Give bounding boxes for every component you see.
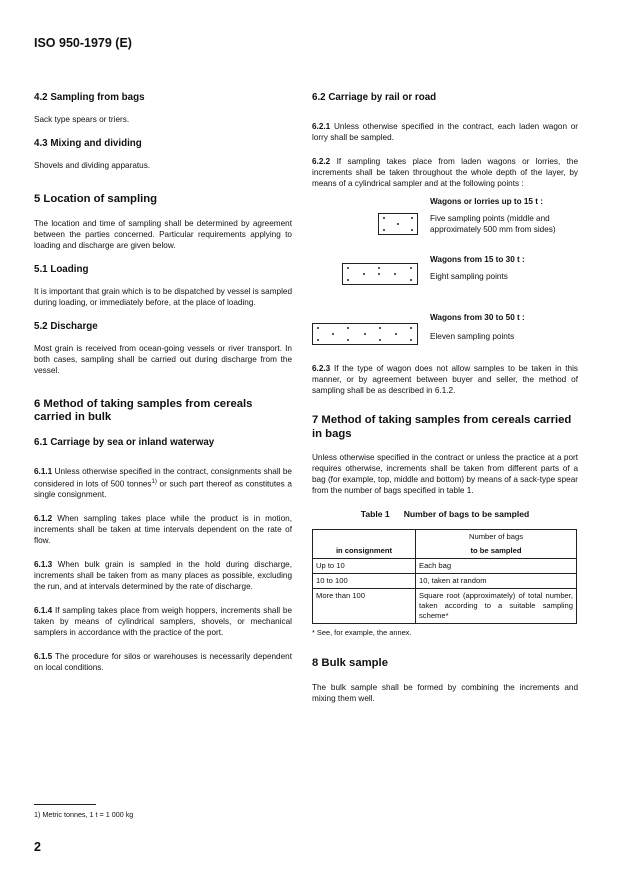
table-caption: Table 1 Number of bags to be sampled — [360, 509, 530, 520]
section-5-heading: 5 Location of sampling — [34, 193, 158, 205]
right-column — [312, 92, 578, 717]
wagon-text: Eleven sampling points — [430, 332, 515, 341]
section-4-3-heading: 4.3 Mixing and dividing — [34, 138, 142, 149]
wagon-diagram-11-points — [312, 323, 418, 345]
section-8-text: The bulk sample shall be formed by combining the increments and mixing them well. — [312, 682, 578, 703]
section-7-heading: 7 Method of taking samples from cereals carried in bags — [312, 414, 572, 440]
section-5-2-text: Most grain is received from ocean-going vessels or river transport. In both cases, sampling shall be carried out during discharge from the vessel. — [34, 343, 292, 375]
footnote-divider — [34, 804, 96, 805]
section-4-2-text: Sack type spears or triers. — [34, 115, 130, 124]
table-header-row — [313, 544, 577, 559]
section-6-2-heading: 6.2 Carriage by rail or road — [312, 92, 437, 103]
wagon-title: Wagons from 30 to 50 t : — [430, 313, 525, 322]
section-5-2-heading: 5.2 Discharge — [34, 320, 98, 332]
section-6-1-4-text: 6.1.4 If sampling takes place from weigh hoppers, increments shall be taken by means of cylindrical samplers, shovels, or mechanical samplers in accordance with the practice of the port. — [34, 606, 292, 638]
section-8-heading: 8 Bulk sample — [312, 657, 388, 670]
section-6-1-2-text: 6.1.2 When sampling takes place while the product is in motion, increments shall be taken at time intervals dependent on the rate of flow. — [34, 514, 292, 546]
section-4-3-text: Shovels and dividing apparatus. — [34, 161, 151, 170]
section-6-1-3-text: 6.1.3 When bulk grain is sampled in the hold during discharge, increments shall be taken from as many places as possible, excluding the run, and at intervals determined by the rate of discharge. — [34, 560, 292, 592]
section-6-1-heading: 6.1 Carriage by sea or inland waterway — [34, 436, 215, 448]
wagon-diagram-row — [312, 313, 578, 355]
section-4-2-heading: 4.2 Sampling from bags — [34, 92, 145, 103]
wagon-diagram-5-points — [378, 213, 418, 235]
wagon-text: Eight sampling points — [430, 272, 508, 281]
section-6-heading: 6 Method of taking samples from cereals carried in bulk — [34, 397, 253, 424]
section-6-2-3-text: 6.2.3 If the type of wagon does not allow samples to be taken in this manner, or by agreement between buyer and seller, the method of sampling shall be as described in 6.1.2. — [312, 364, 578, 395]
section-5-1-heading: 5.1 Loading — [34, 263, 89, 275]
section-6-1-1-text: 6.1.1 Unless otherwise specified in the contract, consignments shall be considered in lots of 500 tonnes$^{1)}$ or such part thereof as constitutes a single consignment. — [34, 466, 292, 500]
section-6-2-2-text: 6.2.2 If sampling takes place from laden wagons or lorries, the increments shall be taken throughout the whole depth of the layer, by means of a cylindrical sampler and at the following points : — [312, 157, 578, 188]
section-6-2-1-text: 6.2.1 Unless otherwise specified in the contract, each laden wagon or lorry shall be sampled. — [312, 122, 579, 142]
table-note: * See, for example, the annex. — [312, 628, 412, 638]
wagon-title: Wagons or lorries up to 15 t : — [430, 197, 543, 206]
table-col-header: to be sampled — [416, 544, 577, 559]
table-group-header: Number of bags — [416, 530, 577, 545]
table-row: 10 to 100 10, taken at random — [313, 574, 577, 589]
page-number: 2 — [34, 840, 41, 854]
document-header: ISO 950-1979 (E) — [34, 36, 132, 50]
section-6-1-5-text: 6.1.5 The procedure for silos or warehouses is necessarily dependent on local conditions. — [34, 652, 292, 673]
left-column — [34, 92, 292, 686]
section-5-1-text: It is important that grain which is to be dispatched by vessel is sampled during loading, or immediately before, at the place of loading. — [34, 286, 292, 307]
section-5-text: The location and time of sampling shall be determined by agreement between the parties concerned. Particular requirements applying to loading and discharge are given below. — [34, 218, 292, 250]
table-row: Up to 10 Each bag — [313, 559, 577, 574]
table-header-row — [313, 530, 577, 545]
bags-sampling-table — [312, 529, 577, 624]
wagon-title: Wagons from 15 to 30 t : — [430, 255, 525, 264]
table-row: More than 100 Square root (approximately) of total number, taken according to a suitable sampling scheme* — [313, 589, 577, 624]
footnote: 1) Metric tonnes, 1 t = 1 000 kg — [34, 810, 134, 819]
wagon-text: Five sampling points (middle and approximately 500 mm from sides) — [430, 214, 556, 234]
wagon-diagram-row — [312, 255, 578, 305]
wagon-diagram-8-points — [342, 263, 418, 285]
section-7-text: Unless otherwise specified in the contract or unless the practice at a port requires otherwise, increments shall be taken from different parts of a bag (for example, top, middle and bottom) by means of a sack-type spear from the number of bags specified in table 1. — [312, 453, 578, 496]
wagon-diagram-row — [312, 197, 578, 247]
table-col-header: in consignment — [313, 544, 416, 559]
